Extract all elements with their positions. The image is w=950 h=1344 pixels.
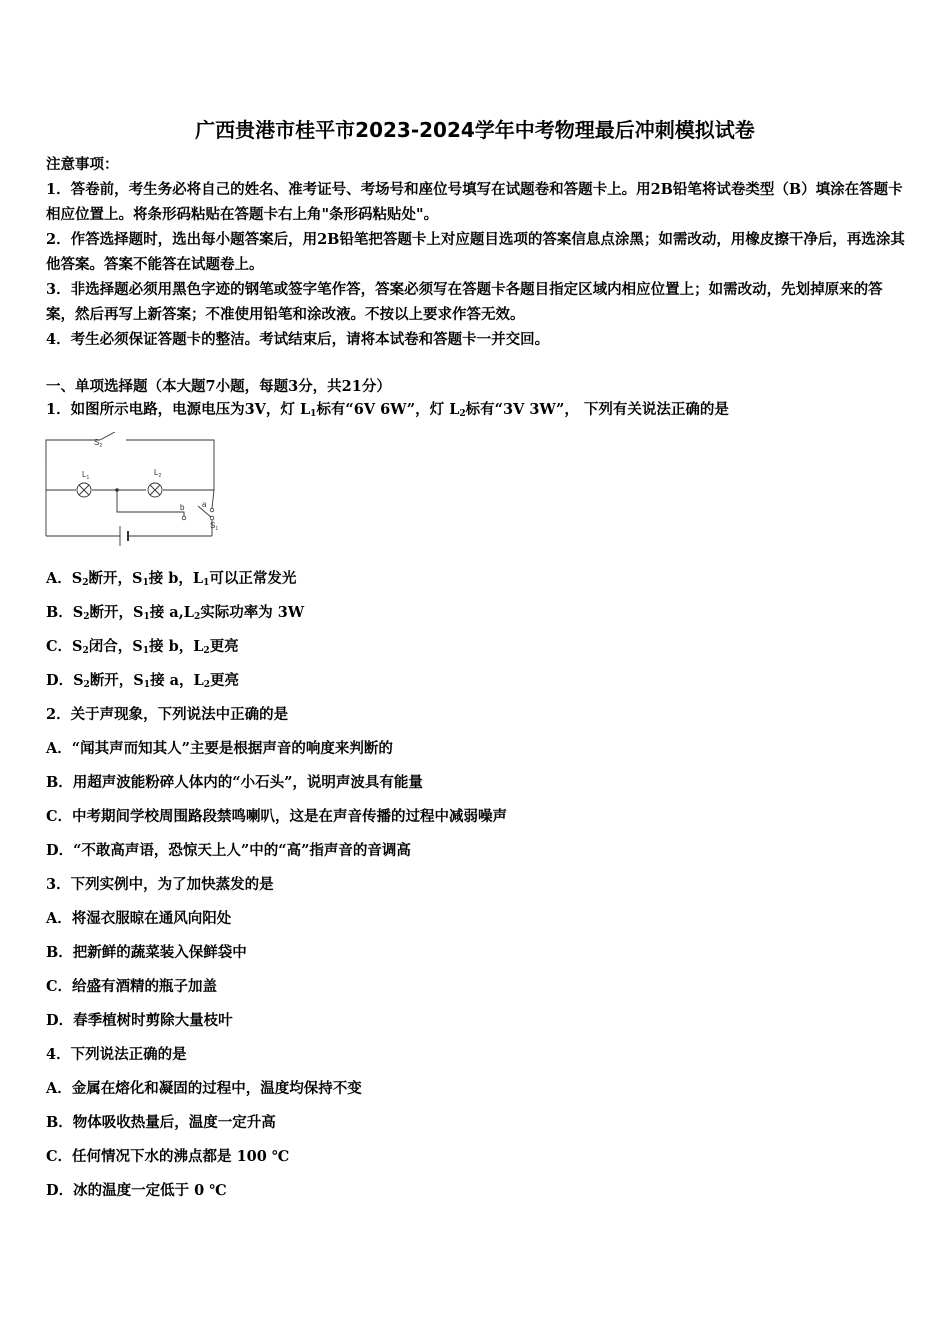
- q4-option-b: B．物体吸收热量后，温度一定升高: [46, 1114, 276, 1131]
- section-heading: 一、单项选择题（本大题7小题，每题3分，共21分）: [46, 378, 391, 395]
- notes-heading: 注意事项：: [46, 156, 119, 173]
- wire-top-left: [46, 438, 103, 462]
- label-a: a: [202, 500, 207, 509]
- notes-item-4: 4．考生必须保证答题卡的整洁。考试结束后，请将本试卷和答题卡一并交回。: [46, 331, 550, 348]
- q2-option-c: C．中考期间学校周围路段禁鸣喇叭，这是在声音传播的过程中减弱噪声: [46, 808, 508, 825]
- circuit-diagram: [40, 432, 230, 557]
- q4-option-d: D．冰的温度一定低于 0 ℃: [46, 1182, 227, 1199]
- label-l1: $L_1$: [82, 470, 90, 481]
- q3-option-a: A．将湿衣服晾在通风向阳处: [46, 910, 232, 927]
- terminal-a: [210, 508, 214, 512]
- page-title: 广西贵港市桂平市2023-2024学年中考物理最后冲刺模拟试卷: [195, 118, 755, 142]
- q1-option-a: A．$S_2$断开，$S_1$接 b，$L_1$可以正常发光: [46, 570, 297, 588]
- notes-section: [46, 152, 906, 352]
- q4-option-c: C．任何情况下水的沸点都是 100 ℃: [46, 1148, 290, 1165]
- q3-option-c: C．给盛有酒精的瓶子加盖: [46, 978, 218, 995]
- terminal-b: [182, 516, 186, 520]
- q3-option-d: D．春季植树时剪除大量枝叶: [46, 1012, 233, 1029]
- terminal-s1: [210, 516, 214, 520]
- switch-s2-blade: [100, 432, 122, 440]
- q1-option-c: C．$S_2$闭合，$S_1$接 b，$L_2$更亮: [46, 638, 239, 656]
- q1-option-d: D．$S_2$断开，$S_1$接 a，$L_2$更亮: [46, 672, 239, 690]
- label-b: b: [180, 503, 185, 512]
- q1-stem: 1．如图所示电路，电源电压为3V，灯 $L_1$标有“6V 6W”，灯 $L_2$标有“3V 3W”， 下列有关说法正确的是: [46, 401, 729, 419]
- notes-item-2: 2．作答选择题时，选出每小题答案后，用2B铅笔把答题卡上对应题目选项的答案信息点涂黑；如需改动，用橡皮擦干净后，再选涂其他答案。答案不能答在试题卷上。: [46, 231, 905, 273]
- notes-item-3: 3．非选择题必须用黑色字迹的钢笔或签字笔作答，答案必须写在答题卡各题目指定区域内相应位置上；如需改动，先划掉原来的答案，然后再写上新答案；不准使用铅笔和涂改液。不按以上要求作答无效。: [46, 281, 883, 323]
- label-l2: $L_2$: [154, 468, 162, 479]
- q1-option-b: B．$S_2$断开，$S_1$接 $a,L_2$实际功率为 3W: [46, 604, 305, 622]
- q4-option-a: A．金属在熔化和凝固的过程中，温度均保持不变: [46, 1080, 362, 1097]
- q3-stem: 3．下列实例中，为了加快蒸发的是: [46, 876, 274, 893]
- q2-stem: 2．关于声现象，下列说法中正确的是: [46, 706, 289, 723]
- wire-top-right: [126, 440, 214, 490]
- q4-stem: 4．下列说法正确的是: [46, 1046, 187, 1063]
- q2-option-d: D．“不敢高声语，恐惊天上人”中的“高”指声音的音调高: [46, 842, 411, 859]
- label-s1: $S_1$: [210, 521, 219, 532]
- q3-option-b: B．把新鲜的蔬菜装入保鲜袋中: [46, 944, 247, 961]
- q2-option-a: A．“闻其声而知其人”主要是根据声音的响度来判断的: [46, 740, 393, 757]
- notes-item-1: 1．答卷前，考生务必将自己的姓名、准考证号、考场号和座位号填写在试题卷和答题卡上。用2B铅笔将试卷类型（B）填涂在答题卡相应位置上。将条形码粘贴在答题卡右上角"条形码粘贴处"。: [46, 181, 903, 223]
- label-s2: $S_2$: [94, 438, 103, 449]
- q2-option-b: B．用超声波能粉碎人体内的“小石头”，说明声波具有能量: [46, 774, 423, 791]
